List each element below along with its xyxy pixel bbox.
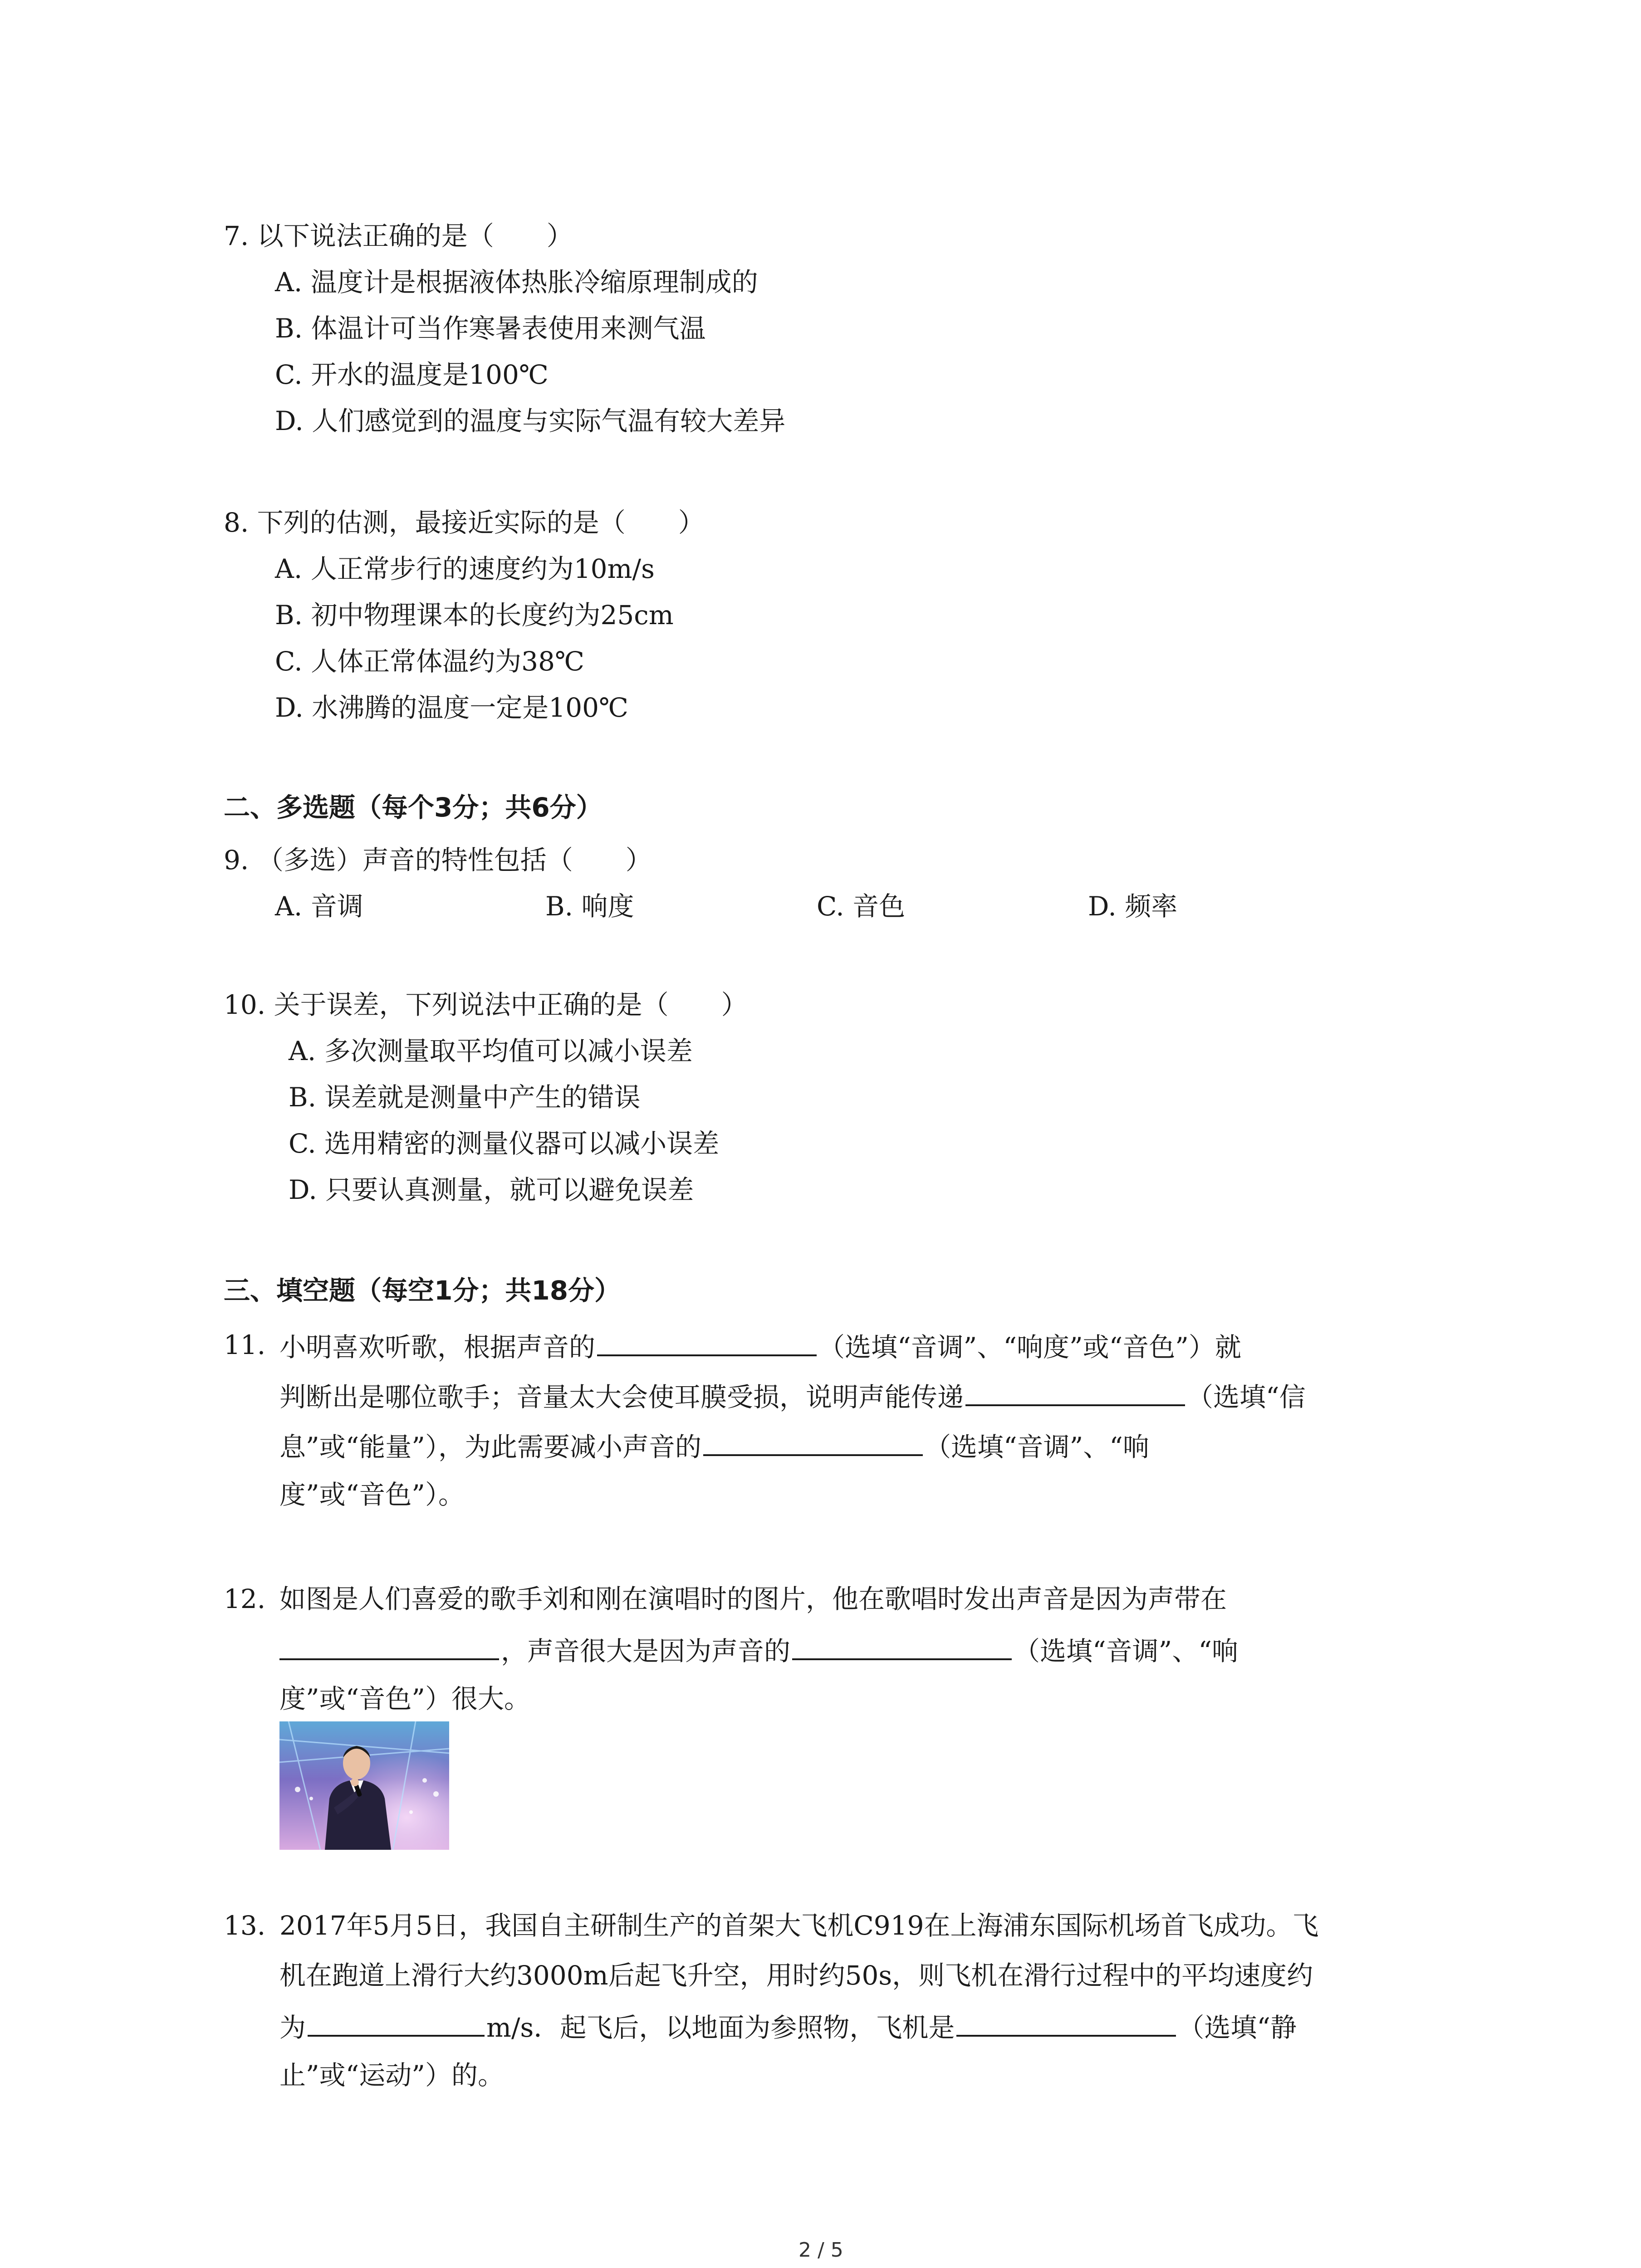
q8-option-b: B. 初中物理课本的长度约为25cm <box>275 600 674 631</box>
q10-option-a: A. 多次测量取平均值可以减小误差 <box>289 1036 693 1066</box>
answer-blank[interactable] <box>597 1329 817 1356</box>
q8-option-a: A. 人正常步行的速度约为10m/s <box>275 553 655 584</box>
q10-stem: 10. 关于误差，下列说法中正确的是（ ） <box>224 989 748 1020</box>
q13-text-3b: m/s．起飞后，以地面为参照物，飞机是 <box>486 2012 955 2043</box>
page-number: 2 / 5 <box>798 2239 843 2262</box>
q8-stem: 8. 下列的估测，最接近实际的是（ ） <box>224 507 705 538</box>
q11-text-2a: 判断出是哪位歌手；音量太大会使耳膜受损，说明声能传递 <box>279 1382 964 1413</box>
q13-line-4: 止”或“运动”）的。 <box>279 2060 504 2091</box>
q13-number: 13. <box>224 1910 266 1941</box>
q10-option-b: B. 误差就是测量中产生的错误 <box>289 1082 641 1113</box>
q12-number: 12. <box>224 1584 266 1614</box>
q10-option-c: C. 选用精密的测量仪器可以减小误差 <box>289 1128 720 1159</box>
q13-line-3 <box>279 2009 1297 2043</box>
q9-option-b: B. 响度 <box>545 891 634 922</box>
q11-text-3a: 息”或“能量”），为此需要减小声音的 <box>279 1432 701 1462</box>
q12-line-3: 度”或“音色”）很大。 <box>279 1683 530 1714</box>
q13-line-1: 2017年5月5日，我国自主研制生产的首架大飞机C919在上海浦东国际机场首飞成功。飞 <box>279 1910 1319 1941</box>
q11-line-1 <box>279 1329 1241 1363</box>
q7-option-b: B. 体温计可当作寒暑表使用来测气温 <box>275 313 706 344</box>
q13-text-3c: （选填“静 <box>1178 2012 1297 2043</box>
q7-option-d: D. 人们感觉到的温度与实际气温有较大差异 <box>275 406 786 436</box>
q7-stem: 7. 以下说法正确的是（ ） <box>224 220 573 251</box>
section-heading-multi-choice: 二、多选题（每个3分；共6分） <box>224 792 603 823</box>
q9-option-d: D. 频率 <box>1088 891 1178 922</box>
singer-photo-illustration <box>279 1721 449 1850</box>
q13-text-3a: 为 <box>279 2012 306 2043</box>
q11-line-4: 度”或“音色”）。 <box>279 1479 465 1510</box>
answer-blank[interactable] <box>308 2009 485 2037</box>
section-heading-fill-blank: 三、填空题（每空1分；共18分） <box>224 1275 621 1306</box>
q12-text-2a: ，声音很大是因为声音的 <box>501 1636 791 1667</box>
answer-blank[interactable] <box>792 1633 1012 1660</box>
q9-option-c: C. 音色 <box>817 891 906 922</box>
q11-text-1b: （选填“音调”、“响度”或“音色”）就 <box>818 1332 1241 1363</box>
q12-line-2 <box>279 1633 1238 1667</box>
q11-text-1a: 小明喜欢听歌，根据声音的 <box>279 1332 596 1363</box>
singer-photo <box>279 1721 449 1850</box>
answer-blank[interactable] <box>703 1429 923 1456</box>
q9-option-a: A. 音调 <box>275 891 363 922</box>
q11-text-2b: （选填“信 <box>1187 1382 1306 1413</box>
q7-option-a: A. 温度计是根据液体热胀冷缩原理制成的 <box>275 267 758 298</box>
q11-line-3 <box>279 1429 1149 1463</box>
answer-blank[interactable] <box>965 1379 1185 1406</box>
q11-text-3b: （选填“音调”、“响 <box>924 1432 1149 1462</box>
q9-stem: 9. （多选）声音的特性包括（ ） <box>224 845 652 875</box>
q11-number: 11. <box>224 1330 266 1360</box>
q12-line-1: 如图是人们喜爱的歌手刘和刚在演唱时的图片，他在歌唱时发出声音是因为声带在 <box>279 1584 1227 1614</box>
q11-line-2 <box>279 1379 1306 1413</box>
q8-option-d: D. 水沸腾的温度一定是100℃ <box>275 692 628 723</box>
answer-blank[interactable] <box>956 2009 1176 2037</box>
q13-line-2: 机在跑道上滑行大约3000m后起飞升空，用时约50s，则飞机在滑行过程中的平均速度约 <box>279 1960 1313 1991</box>
answer-blank[interactable] <box>279 1633 499 1660</box>
q12-text-2b: （选填“音调”、“响 <box>1014 1636 1238 1667</box>
q7-option-c: C. 开水的温度是100℃ <box>275 359 549 390</box>
q8-option-c: C. 人体正常体温约为38℃ <box>275 646 584 677</box>
q10-option-d: D. 只要认真测量，就可以避免误差 <box>289 1174 694 1205</box>
